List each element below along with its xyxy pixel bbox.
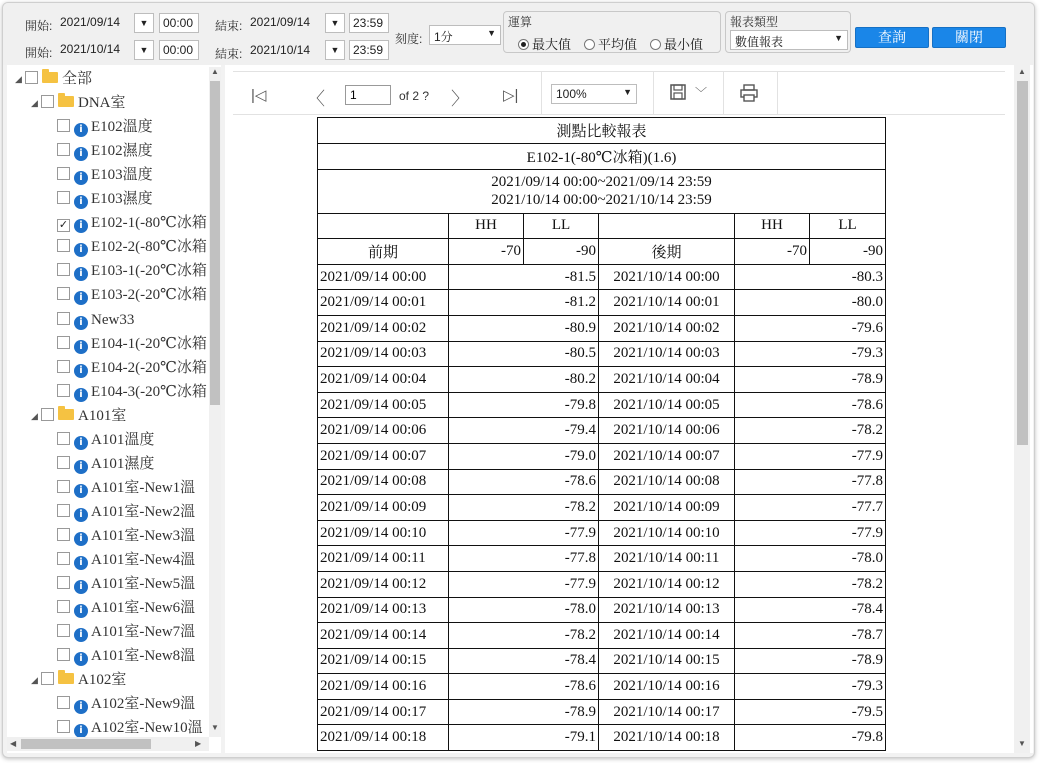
table-row [318,623,886,649]
print-icon[interactable] [739,83,759,108]
start-label-1: 開始: [25,19,53,33]
table-row [318,648,886,674]
tree-item-label: A101室-New8溫 [91,648,196,665]
prev-time-cell: 2021/09/14 00:16 [318,674,449,700]
tree-item-label: DNA室 [78,95,126,112]
report-type-group [725,11,851,53]
next-time-cell: 2021/10/14 00:03 [599,341,735,367]
info-icon: i [74,219,88,233]
prev-page-icon[interactable]: 〈 [307,89,325,109]
prev-time-cell: 2021/09/14 00:03 [318,341,449,367]
prev-ll-header: LL [524,213,599,239]
info-icon: i [74,171,88,185]
prev-value-cell: -81.5 [449,264,599,290]
table-row [318,469,886,495]
tree-item-label: A101室-New6溫 [91,600,196,617]
prev-value-cell: -77.9 [449,571,599,597]
radio-min[interactable] [650,34,703,53]
collapse-icon[interactable]: ◢ [15,74,22,84]
next-time-cell: 2021/10/14 00:00 [599,264,735,290]
info-icon: i [74,628,88,642]
tree-point[interactable] [57,236,207,258]
prev-ll-value: -90 [524,239,599,265]
next-time-cell: 2021/10/14 00:18 [599,725,735,751]
next-period-label: 後期 [599,239,735,265]
prev-time-cell: 2021/09/14 00:01 [318,290,449,316]
checkbox[interactable] [57,191,70,204]
scroll-left-icon[interactable]: ◀ [10,739,17,748]
prev-time-cell: 2021/09/14 00:07 [318,443,449,469]
divider [777,72,778,114]
next-time-cell: 2021/10/14 00:13 [599,597,735,623]
next-hh-value: -70 [735,239,810,265]
info-icon: i [74,364,88,378]
collapse-icon[interactable]: ◢ [31,675,38,686]
next-value-cell: -78.2 [735,571,886,597]
checkbox[interactable] [57,336,70,349]
tree-item-label: A102室-New9溫 [91,696,196,713]
info-icon: i [74,652,88,666]
next-time-cell: 2021/10/14 00:14 [599,623,735,649]
radio-dot-icon [650,39,661,50]
next-value-cell: -78.9 [735,648,886,674]
checkbox[interactable] [57,263,70,276]
table-row [318,571,886,597]
tree-item-label: E102溫度 [91,119,153,136]
end-date-2-dropdown[interactable]: ▼ [325,40,345,60]
tree-point[interactable] [57,573,195,595]
checkbox[interactable] [57,504,70,517]
tree-point[interactable] [57,260,207,282]
prev-time-cell: 2021/09/14 00:10 [318,520,449,546]
report-toolbar [233,71,1005,115]
table-row [318,725,886,751]
checkbox[interactable] [57,312,70,325]
info-icon: i [74,147,88,161]
prev-time-cell: 2021/09/14 00:17 [318,699,449,725]
next-time-cell: 2021/10/14 00:05 [599,392,735,418]
chevron-down-icon: ▼ [487,28,496,38]
tree-item-label: E102-1(-80℃冰箱 [91,215,207,232]
next-time-cell: 2021/10/14 00:07 [599,443,735,469]
tree-folder[interactable] [31,92,126,114]
next-value-cell: -78.9 [735,367,886,393]
table-row [318,546,886,572]
folder-icon [58,96,74,107]
table-row [318,495,886,521]
checkbox[interactable] [57,384,70,397]
next-value-cell: -78.6 [735,392,886,418]
table-row [318,443,886,469]
prev-value-cell: -77.8 [449,546,599,572]
scroll-thumb[interactable] [210,81,220,405]
page-count: of 2 ? [399,89,430,103]
folder-icon [58,409,74,420]
end-time-1[interactable]: 23:59 [349,13,389,33]
info-icon: i [74,484,88,498]
checkbox[interactable] [57,528,70,541]
query-button[interactable]: 查詢 [855,27,929,48]
tree-point[interactable] [57,357,207,379]
end-label-2: 結束: [215,47,243,61]
radio-avg[interactable] [584,34,637,53]
info-icon: i [74,556,88,570]
tree-item-label: A101室-New4溫 [91,552,196,568]
prev-time-cell: 2021/09/14 00:14 [318,623,449,649]
end-time-2[interactable]: 23:59 [349,40,389,60]
info-icon: i [74,436,88,450]
prev-time-cell: 2021/09/14 00:05 [318,392,449,418]
checkbox[interactable] [57,600,70,613]
prev-hh-value: -70 [449,239,524,265]
next-time-cell: 2021/10/14 00:09 [599,495,735,521]
checkbox[interactable] [25,71,38,84]
radio-max-label: 最大值 [532,37,572,52]
tree-item-label: A101室-New2溫 [91,503,196,520]
tree-point[interactable] [57,525,195,547]
table-row [318,290,886,316]
start-date-2[interactable]: 2021/10/14 [60,42,121,56]
info-icon: i [74,508,88,522]
checkbox[interactable] [41,672,54,685]
radio-avg-label: 平均值 [598,37,638,52]
prev-time-cell: 2021/09/14 00:11 [318,546,449,572]
tree-item-label: A102室 [78,672,127,689]
checkbox[interactable]: ✓ [58,219,69,232]
prev-time-cell: 2021/09/14 00:18 [318,725,449,751]
prev-time-cell: 2021/09/14 00:13 [318,597,449,623]
tree-point[interactable] [57,381,207,403]
chevron-down-icon: ▼ [834,33,843,43]
tree-item-label: A101室-New1溫 [91,479,196,496]
next-value-cell: -80.3 [735,264,886,290]
checkbox[interactable] [57,720,70,733]
prev-time-cell: 2021/09/14 00:04 [318,367,449,393]
radio-min-label: 最小值 [664,37,704,52]
info-icon: i [74,604,88,618]
chevron-down-icon[interactable]: ﹀ [695,86,708,100]
start-time-1[interactable]: 00:00 [159,13,199,33]
prev-value-cell: -79.0 [449,443,599,469]
next-time-cell: 2021/10/14 00:08 [599,469,735,495]
report-ranges [318,169,886,213]
checkbox[interactable] [57,624,70,637]
report-title: 測點比較報表 [318,118,886,144]
start-date-2-dropdown[interactable]: ▼ [134,40,154,60]
collapse-icon[interactable]: ◢ [31,98,38,109]
prev-value-cell: -78.6 [449,674,599,700]
start-label-2: 開始: [25,46,53,60]
comparison-report-table [317,117,886,751]
info-icon: i [74,340,88,354]
next-time-cell: 2021/10/14 00:11 [599,546,735,572]
info-icon: i [74,243,88,257]
folder-icon [58,673,74,684]
tree-point[interactable] [57,693,195,715]
end-date-1-dropdown[interactable]: ▼ [325,13,345,33]
next-time-cell: 2021/10/14 00:16 [599,674,735,700]
prev-period-label: 前期 [318,239,449,265]
prev-value-cell: -78.9 [449,699,599,725]
info-icon: i [74,267,88,281]
table-row [318,674,886,700]
next-value-cell: -79.3 [735,674,886,700]
tree-item-label: E104-3(-20℃冰箱 [91,383,207,400]
tree-point[interactable] [57,645,195,667]
calc-group-title: 運算 [508,15,533,29]
info-icon: i [74,580,88,594]
table-row [318,699,886,725]
next-value-cell: -77.9 [735,520,886,546]
checkbox[interactable] [57,167,70,180]
next-page-icon[interactable]: 〉 [451,89,469,109]
prev-value-cell: -79.8 [449,392,599,418]
report-vertical-scrollbar[interactable] [1014,65,1030,753]
info-icon: i [74,460,88,474]
next-value-cell: -80.0 [735,290,886,316]
header-blank [599,213,735,239]
tree-item-label: 全部 [62,71,93,87]
tree-point[interactable] [57,140,153,162]
prev-value-cell: -80.5 [449,341,599,367]
next-value-cell: -77.8 [735,469,886,495]
checkbox[interactable] [57,480,70,493]
checkbox[interactable] [57,432,70,445]
scroll-down-icon[interactable]: ▼ [1018,739,1026,748]
prev-value-cell: -80.2 [449,367,599,393]
next-value-cell: -77.9 [735,443,886,469]
table-row [318,367,886,393]
report-range-1: 2021/09/14 00:00~2021/09/14 23:59 [491,174,712,191]
next-ll-value: -90 [810,239,886,265]
info-icon: i [74,291,88,305]
end-date-1[interactable]: 2021/09/14 [250,15,311,29]
info-icon: i [74,195,88,209]
checkbox[interactable] [57,576,70,589]
checkbox[interactable] [57,119,70,132]
tree-item-label: E104-1(-20℃冰箱 [91,335,207,352]
scroll-thumb[interactable] [1017,81,1028,445]
radio-dot-icon [518,39,529,50]
prev-value-cell: -79.4 [449,418,599,444]
tree-point[interactable] [57,212,207,234]
tree-item-label: A101室 [78,407,127,424]
zoom-value: 100% [556,87,587,101]
next-value-cell: -77.7 [735,495,886,521]
checkbox[interactable] [57,239,70,252]
report-range-2: 2021/10/14 00:00~2021/10/14 23:59 [491,192,712,209]
info-icon: i [74,700,88,714]
tree-point[interactable] [57,597,195,619]
next-time-cell: 2021/10/14 00:17 [599,699,735,725]
tree-item-label: E103-2(-20℃冰箱 [91,287,207,304]
table-row [318,392,886,418]
tree-item-label: A102室-New10溫 [91,720,203,737]
table-row [318,264,886,290]
tree-horizontal-scrollbar[interactable] [7,737,209,751]
next-time-cell: 2021/10/14 00:06 [599,418,735,444]
start-date-1[interactable]: 2021/09/14 [60,15,121,29]
prev-value-cell: -78.2 [449,623,599,649]
prev-value-cell: -81.2 [449,290,599,316]
prev-value-cell: -78.6 [449,469,599,495]
checkbox[interactable] [57,287,70,300]
next-value-cell: -78.0 [735,546,886,572]
scroll-thumb[interactable] [21,739,151,749]
info-icon: i [74,724,88,738]
report-point-name: E102-1(-80℃冰箱)(1.6) [318,143,886,169]
table-row [318,418,886,444]
tree-item-label: New33 [91,311,135,328]
next-value-cell: -79.3 [735,341,886,367]
prev-time-cell: 2021/09/14 00:06 [318,418,449,444]
point-tree [7,65,221,753]
prev-time-cell: 2021/09/14 00:15 [318,648,449,674]
info-icon: i [74,123,88,137]
tree-item-label: A101室-New7溫 [91,624,196,641]
scroll-up-icon[interactable]: ▲ [211,67,219,76]
tree-point[interactable] [57,453,154,475]
next-time-cell: 2021/10/14 00:01 [599,290,735,316]
next-time-cell: 2021/10/14 00:12 [599,571,735,597]
start-date-1-dropdown[interactable]: ▼ [134,13,154,33]
divider [723,72,724,114]
tree-folder[interactable] [31,669,126,691]
last-page-icon[interactable]: ▷| [503,87,519,104]
tree-point[interactable] [57,188,153,210]
prev-value-cell: -80.9 [449,315,599,341]
start-time-2[interactable]: 00:00 [159,40,199,60]
next-value-cell: -79.6 [735,315,886,341]
prev-value-cell: -79.1 [449,725,599,751]
next-time-cell: 2021/10/14 00:10 [599,520,735,546]
checkbox[interactable] [57,360,70,373]
tree-item-label: E104-2(-20℃冰箱 [91,359,207,376]
header-blank [318,213,449,239]
scale-value: 1分 [434,30,453,44]
tree-item-label: A101室-New5溫 [91,576,196,593]
first-page-icon[interactable]: |◁ [251,87,267,104]
tree-item-label: E102-2(-80℃冰箱 [91,239,207,256]
next-time-cell: 2021/10/14 00:04 [599,367,735,393]
info-icon: i [74,316,88,330]
radio-max[interactable] [518,34,571,53]
next-time-cell: 2021/10/14 00:02 [599,315,735,341]
folder-icon [42,72,58,83]
checkbox[interactable] [41,95,54,108]
next-time-cell: 2021/10/14 00:15 [599,648,735,674]
tree-point[interactable] [57,429,154,451]
next-value-cell: -79.8 [735,725,886,751]
collapse-icon[interactable]: ◢ [31,410,38,421]
checkbox[interactable] [57,552,70,565]
scroll-down-icon[interactable]: ▼ [211,723,219,732]
checkbox[interactable] [57,696,70,709]
tree-point[interactable] [57,284,207,306]
radio-dot-icon [584,39,595,50]
tree-folder[interactable] [15,68,92,90]
query-toolbar [3,3,1034,65]
checkbox[interactable] [57,456,70,469]
info-icon: i [74,532,88,546]
tree-point[interactable] [57,501,195,523]
chevron-down-icon: ▼ [623,87,632,97]
page-number-input[interactable] [345,85,391,105]
tree-item-label: E103濕度 [91,191,153,208]
tree-item-label: A101室-New3溫 [91,527,196,544]
scroll-right-icon[interactable]: ▶ [195,739,202,748]
end-date-2[interactable]: 2021/10/14 [250,43,311,57]
report-type-title: 報表類型 [730,15,779,29]
prev-time-cell: 2021/09/14 00:00 [318,264,449,290]
prev-value-cell: -78.2 [449,495,599,521]
next-ll-header: LL [810,213,886,239]
tree-point[interactable] [57,477,195,499]
tree-point[interactable] [57,309,134,331]
prev-value-cell: -78.0 [449,597,599,623]
scroll-up-icon[interactable]: ▲ [1018,67,1026,76]
save-icon[interactable] [669,83,687,106]
next-value-cell: -78.7 [735,623,886,649]
table-row [318,520,886,546]
table-row [318,341,886,367]
prev-time-cell: 2021/09/14 00:12 [318,571,449,597]
info-icon: i [74,388,88,402]
next-value-cell: -78.4 [735,597,886,623]
end-label-1: 結束: [215,19,243,33]
table-row [318,315,886,341]
checkbox[interactable] [57,143,70,156]
report-type-select[interactable] [730,30,848,50]
next-hh-header: HH [735,213,810,239]
checkbox[interactable] [41,408,54,421]
report-window [2,2,1035,758]
tree-point[interactable] [57,333,207,355]
tree-folder[interactable] [31,405,126,427]
next-value-cell: -79.5 [735,699,886,725]
prev-time-cell: 2021/09/14 00:08 [318,469,449,495]
tree-vertical-scrollbar[interactable] [209,67,221,737]
prev-hh-header: HH [449,213,524,239]
divider [653,72,654,114]
tree-item-label: A101濕度 [91,455,155,472]
report-type-value: 數值報表 [735,35,784,49]
tree-point[interactable] [57,621,195,643]
tree-item-label: A101溫度 [91,431,155,448]
scale-label: 刻度: [395,32,423,46]
calc-group [503,11,721,53]
scale-select[interactable] [429,25,501,45]
zoom-select[interactable] [551,84,637,104]
prev-value-cell: -78.4 [449,648,599,674]
tree-point[interactable] [57,549,195,571]
checkbox[interactable] [57,648,70,661]
tree-item-label: E102濕度 [91,143,153,160]
prev-time-cell: 2021/09/14 00:02 [318,315,449,341]
tree-item-label: E103溫度 [91,167,153,184]
next-value-cell: -78.2 [735,418,886,444]
tree-item-label: E103-1(-20℃冰箱 [91,263,207,280]
report-viewer [225,65,1033,753]
prev-value-cell: -77.9 [449,520,599,546]
tree-point[interactable] [57,116,153,138]
table-row [318,597,886,623]
tree-point[interactable] [57,164,153,186]
close-button[interactable]: 關閉 [932,27,1006,48]
prev-time-cell: 2021/09/14 00:09 [318,495,449,521]
divider [541,72,542,114]
